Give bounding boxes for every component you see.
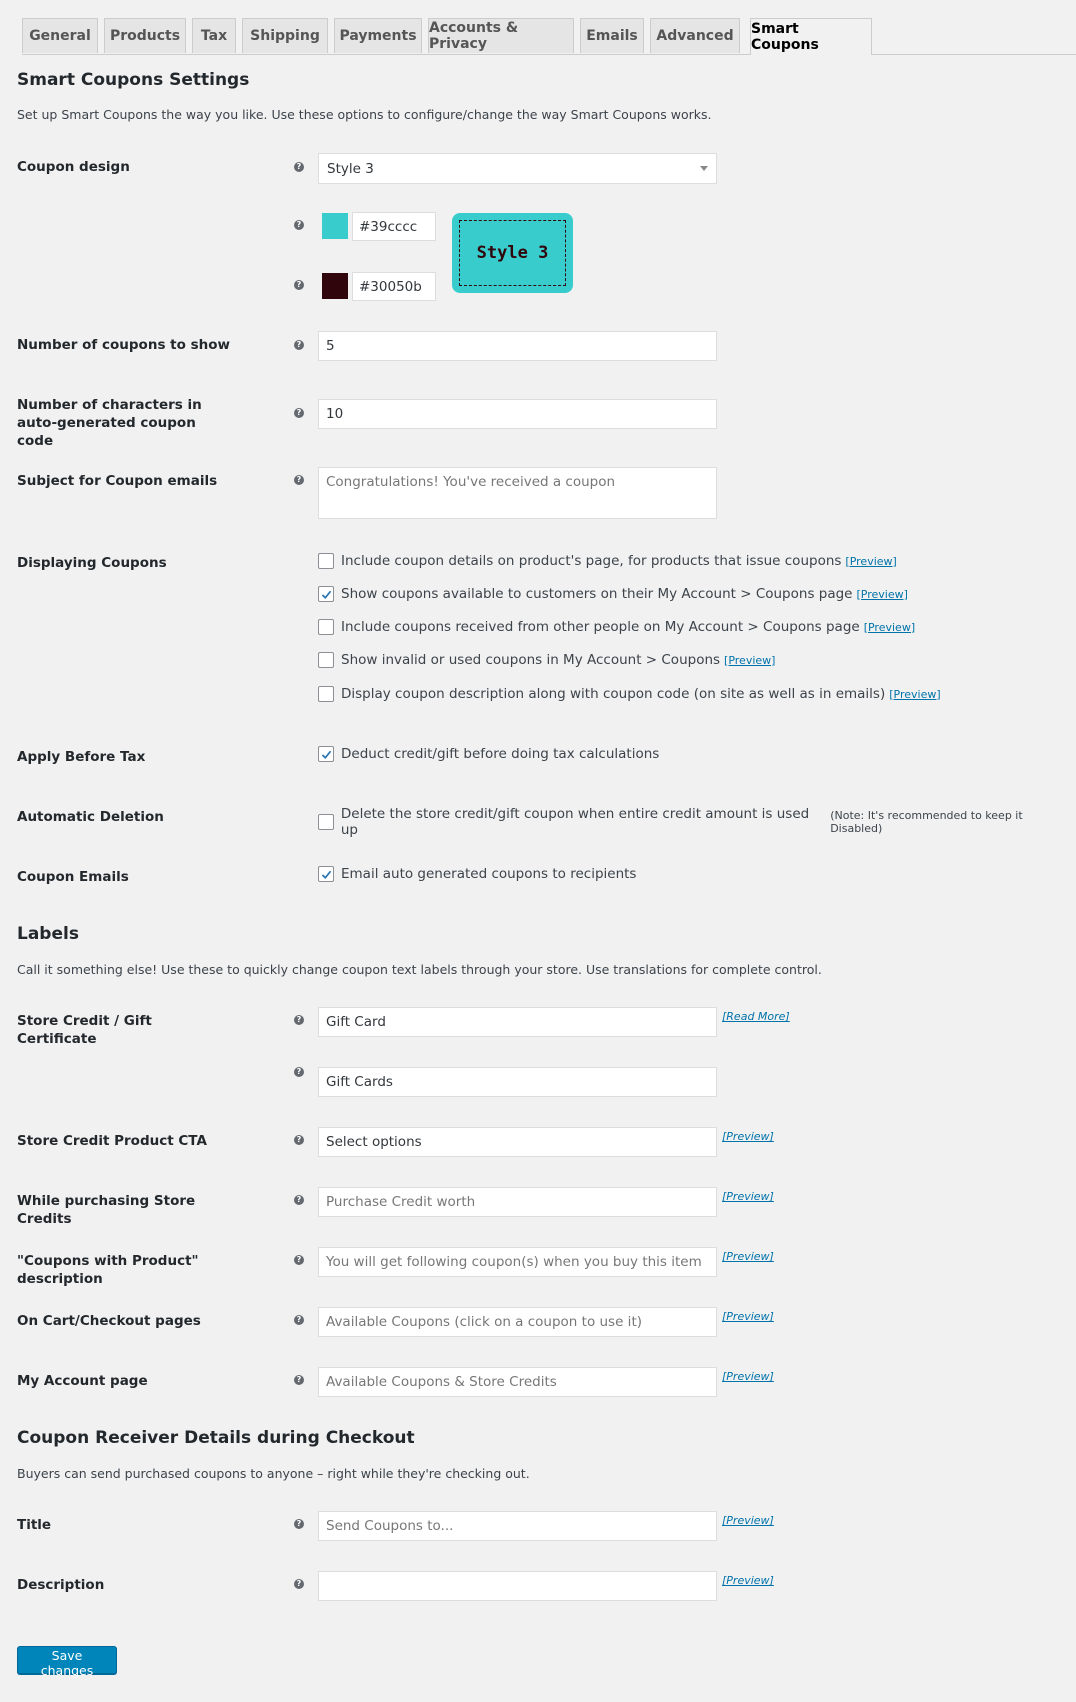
tab-emails[interactable]: Emails <box>580 18 644 53</box>
label-cart-checkout: On Cart/Checkout pages <box>17 1313 201 1329</box>
checkbox-checked[interactable] <box>318 746 334 762</box>
option-label: Include coupon details on product's page, for products that issue coupons <box>341 553 842 569</box>
preview-link[interactable]: [Preview] <box>889 687 941 701</box>
help-icon[interactable]: ? <box>294 1315 304 1325</box>
label-automatic-deletion: Automatic Deletion <box>17 809 164 825</box>
option-label: Email auto generated coupons to recipients <box>341 866 637 882</box>
help-icon[interactable]: ? <box>294 1579 304 1589</box>
tab-shipping[interactable]: Shipping <box>242 18 328 53</box>
help-icon[interactable]: ? <box>294 162 304 172</box>
preview-link[interactable]: [Preview] <box>722 1514 774 1527</box>
cart-checkout-input[interactable] <box>318 1307 717 1337</box>
option-label: Deduct credit/gift before doing tax calculations <box>341 746 660 762</box>
help-icon[interactable]: ? <box>294 1375 304 1385</box>
chevron-down-icon <box>700 166 708 171</box>
label-purchasing-store-credits: While purchasing Store Credits <box>17 1193 196 1227</box>
checkbox[interactable] <box>318 686 334 702</box>
number-of-characters-input[interactable] <box>318 399 717 429</box>
label-coupons-with-product: "Coupons with Product" description <box>17 1253 199 1287</box>
option-label: Show invalid or used coupons in My Account > Coupons <box>341 652 721 668</box>
checkbox[interactable] <box>318 652 334 668</box>
label-subject-coupon-emails: Subject for Coupon emails <box>17 473 218 489</box>
label-store-credit: Store Credit / Gift Certificate <box>17 1013 152 1047</box>
help-icon[interactable]: ? <box>294 340 304 350</box>
label-apply-before-tax: Apply Before Tax <box>17 749 146 765</box>
label-number-of-characters: Number of characters in auto-generated coupon code <box>17 397 202 449</box>
color-input-foreground[interactable]: #30050b <box>352 272 436 301</box>
tab-advanced[interactable]: Advanced <box>650 18 740 53</box>
read-more-link[interactable]: [Read More] <box>722 1010 790 1023</box>
preview-link[interactable]: [Preview] <box>724 653 776 667</box>
preview-link[interactable]: [Preview] <box>722 1310 774 1323</box>
help-icon[interactable]: ? <box>294 1015 304 1025</box>
tab-products[interactable]: Products <box>104 18 186 53</box>
preview-link[interactable]: [Preview] <box>722 1190 774 1203</box>
coupon-preview <box>452 213 573 293</box>
coupon-design-value: Style 3 <box>327 160 374 177</box>
help-icon[interactable]: ? <box>294 1519 304 1529</box>
option-label: Show coupons available to customers on their My Account > Coupons page <box>341 586 853 602</box>
option-label: Display coupon description along with coupon code (on site as well as in emails) <box>341 686 886 702</box>
label-my-account: My Account page <box>17 1373 148 1389</box>
tab-accounts-privacy[interactable]: Accounts & Privacy <box>428 18 574 53</box>
coupon-design-select[interactable] <box>318 153 717 184</box>
store-credit-plural-input[interactable] <box>318 1067 717 1097</box>
section-description-receiver: Buyers can send purchased coupons to anyone – right while they're checking out. <box>17 1466 530 1481</box>
preview-link[interactable]: [Preview] <box>845 554 897 568</box>
preview-link[interactable]: [Preview] <box>863 620 916 634</box>
apply-before-tax-option <box>318 746 659 762</box>
help-icon[interactable]: ? <box>294 1195 304 1205</box>
save-changes-button[interactable]: Save changes <box>17 1646 117 1674</box>
checkbox[interactable] <box>318 553 334 569</box>
label-displaying-coupons: Displaying Coupons <box>17 555 167 571</box>
preview-link[interactable]: [Preview] <box>722 1574 774 1587</box>
tab-tax[interactable]: Tax <box>192 18 236 53</box>
checkbox[interactable] <box>318 814 334 830</box>
help-icon[interactable]: ? <box>294 1255 304 1265</box>
displaying-option <box>318 586 908 602</box>
help-icon[interactable]: ? <box>294 280 304 290</box>
section-description-settings: Set up Smart Coupons the way you like. Use these options to configure/change the way Smart Coupons works. <box>17 107 712 122</box>
help-icon[interactable]: ? <box>294 408 304 418</box>
section-description-labels: Call it something else! Use these to quickly change coupon text labels through your store. Use translations for complete control. <box>17 962 822 977</box>
section-title-settings: Smart Coupons Settings <box>17 70 250 90</box>
label-number-of-coupons: Number of coupons to show <box>17 337 230 353</box>
subject-coupon-emails-textarea[interactable] <box>318 467 717 519</box>
help-icon[interactable]: ? <box>294 475 304 485</box>
receiver-title-input[interactable] <box>318 1511 717 1541</box>
coupon-emails-option <box>318 866 636 882</box>
number-of-coupons-input[interactable] <box>318 331 717 361</box>
coupon-preview-text: Style 3 <box>459 220 566 286</box>
help-icon[interactable]: ? <box>294 1067 304 1077</box>
displaying-option <box>318 619 915 635</box>
checkmark-icon <box>320 748 333 761</box>
store-credit-cta-input[interactable] <box>318 1127 717 1157</box>
preview-link[interactable]: [Preview] <box>722 1130 774 1143</box>
color-swatch-foreground[interactable] <box>322 273 348 299</box>
purchasing-store-credits-input[interactable] <box>318 1187 717 1217</box>
tab-general[interactable]: General <box>22 18 98 53</box>
displaying-option <box>318 553 897 569</box>
displaying-option <box>318 652 775 668</box>
label-receiver-title: Title <box>17 1517 52 1533</box>
label-coupon-design: Coupon design <box>17 159 130 175</box>
preview-link[interactable]: [Preview] <box>722 1250 774 1263</box>
checkbox-checked[interactable] <box>318 866 334 882</box>
section-title-labels: Labels <box>17 924 79 944</box>
checkbox-checked[interactable] <box>318 586 334 602</box>
checkmark-icon <box>320 588 333 601</box>
preview-link[interactable]: [Preview] <box>722 1370 774 1383</box>
label-coupon-emails: Coupon Emails <box>17 869 129 885</box>
section-title-receiver: Coupon Receiver Details during Checkout <box>17 1428 415 1448</box>
color-swatch-background[interactable] <box>322 213 348 239</box>
receiver-description-input[interactable] <box>318 1571 717 1601</box>
tab-smart-coupons[interactable]: Smart Coupons <box>750 18 872 55</box>
help-icon[interactable]: ? <box>294 1135 304 1145</box>
label-receiver-description: Description <box>17 1577 105 1593</box>
checkbox[interactable] <box>318 619 334 635</box>
help-icon[interactable]: ? <box>294 220 304 230</box>
coupons-with-product-input[interactable] <box>318 1247 717 1277</box>
displaying-option <box>318 686 941 702</box>
tab-payments[interactable]: Payments <box>334 18 422 53</box>
automatic-deletion-option <box>318 806 1076 838</box>
color-input-background[interactable]: #39cccc <box>352 212 436 241</box>
option-note: (Note: It's recommended to keep it Disabled) <box>830 809 1023 835</box>
my-account-input[interactable] <box>318 1367 717 1397</box>
option-label: Delete the store credit/gift coupon when entire credit amount is used up <box>340 806 810 838</box>
label-store-credit-cta: Store Credit Product CTA <box>17 1133 207 1149</box>
checkmark-icon <box>320 868 333 881</box>
settings-tabs <box>22 18 1076 55</box>
option-label: Include coupons received from other people on My Account > Coupons page <box>341 619 860 635</box>
preview-link[interactable]: [Preview] <box>856 587 908 601</box>
store-credit-singular-input[interactable] <box>318 1007 717 1037</box>
